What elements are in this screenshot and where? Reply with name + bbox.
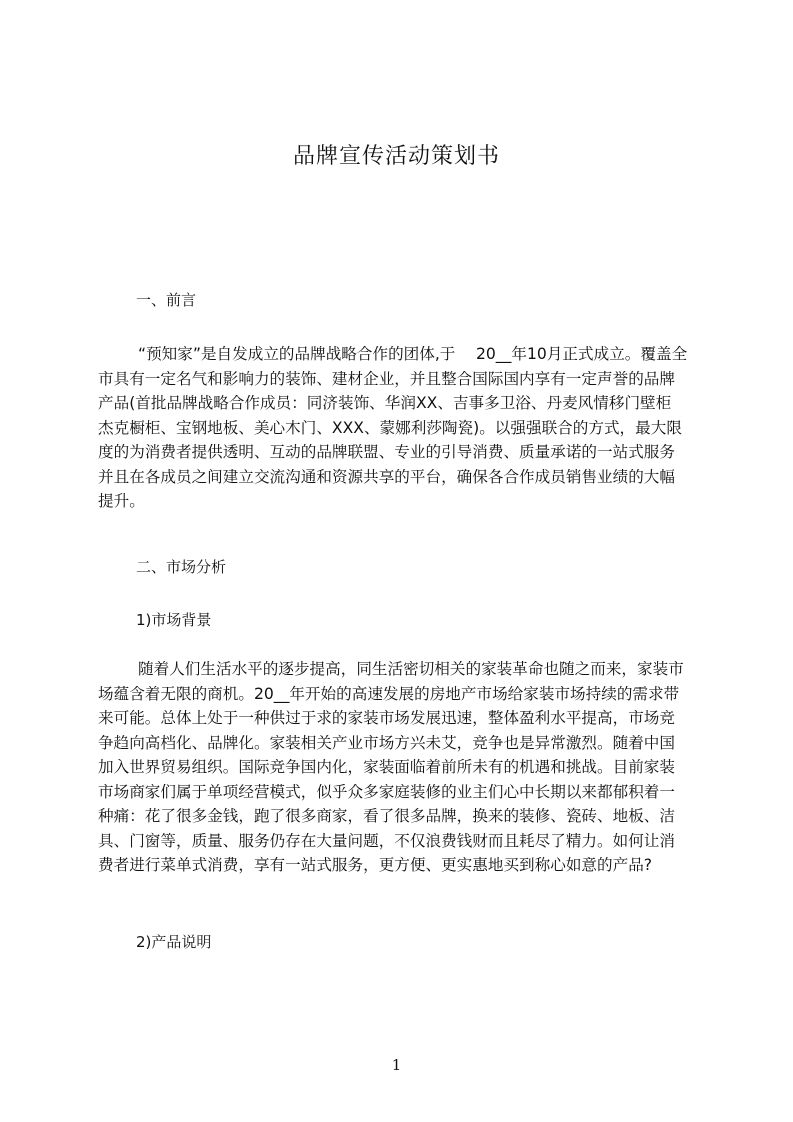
page-title: 品牌宣传活动策划书 <box>292 144 500 169</box>
page-number: 1 <box>391 1056 402 1074</box>
paragraph-line: 费者进行菜单式消费，享有一站式服务，更方便、更实惠地买到称心如意的产品? <box>98 856 653 874</box>
paragraph-line: 来可能。总体上处于一种供过于求的家装市场发展迅速，整体盈利水平提高，市场竞 <box>98 709 675 727</box>
paragraph-line: 场蕴含着无限的商机。20__年开始的高速发展的房地产市场给家装市场持续的需求带 <box>98 684 680 703</box>
paragraph-background <box>98 657 698 878</box>
paragraph-line: 种痛：花了很多金钱，跑了很多商家，看了很多品牌，换来的装修、瓷砖、地板、洁 <box>98 807 675 825</box>
paragraph-line: 提升。 <box>98 492 145 510</box>
paragraph-line: 加入世界贸易组织。国际竞争国内化，家装面临着前所未有的机遇和挑战。目前家装 <box>98 758 675 776</box>
paragraph-line: 随着人们生活水平的逐步提高，同生活密切相关的家装革命也随之而来，家装市 <box>138 660 684 678</box>
section-heading-market: 二、市场分析 <box>136 558 227 576</box>
paragraph-line: 市具有一定名气和影响力的装饰、建材企业，并且整合国际国内享有一定声誉的品牌 <box>98 369 675 388</box>
paragraph-line: 杰克橱柜、宝钢地板、美心木门、XXX、蒙娜利莎陶瓷)。以强强联合的方式，最大限 <box>98 418 682 437</box>
paragraph-preface <box>98 342 698 514</box>
paragraph-line: “预知家”是自发成立的品牌战略合作的团体,于 20__年10月正式成立。覆盖全 <box>138 345 688 363</box>
paragraph-line: 具、门窗等，质量、服务仍存在大量问题，不仅浪费钱财而且耗尽了精力。如何让消 <box>98 831 675 850</box>
subsection-heading-background: 1)市场背景 <box>136 611 212 629</box>
paragraph-line: 争趋向高档化、品牌化。家装相关产业市场方兴未艾，竞争也是异常激烈。随着中国 <box>98 733 675 752</box>
subsection-heading-product: 2)产品说明 <box>136 933 212 951</box>
paragraph-line: 市场商家们属于单项经营模式，似乎众多家庭装修的业主们心中长期以来都郁积着一 <box>98 782 675 801</box>
paragraph-line: 度的为消费者提供透明、互动的品牌联盟、专业的引导消费、质量承诺的一站式服务 <box>98 443 675 461</box>
paragraph-line: 产品(首批品牌战略合作成员：同济装饰、华润XX、吉事多卫浴、丹麦风情移门壁柜 <box>98 394 672 412</box>
paragraph-line: 并且在各成员之间建立交流沟通和资源共享的平台，确保各合作成员销售业绩的大幅 <box>98 467 675 486</box>
section-heading-preface: 一、前言 <box>136 291 197 309</box>
